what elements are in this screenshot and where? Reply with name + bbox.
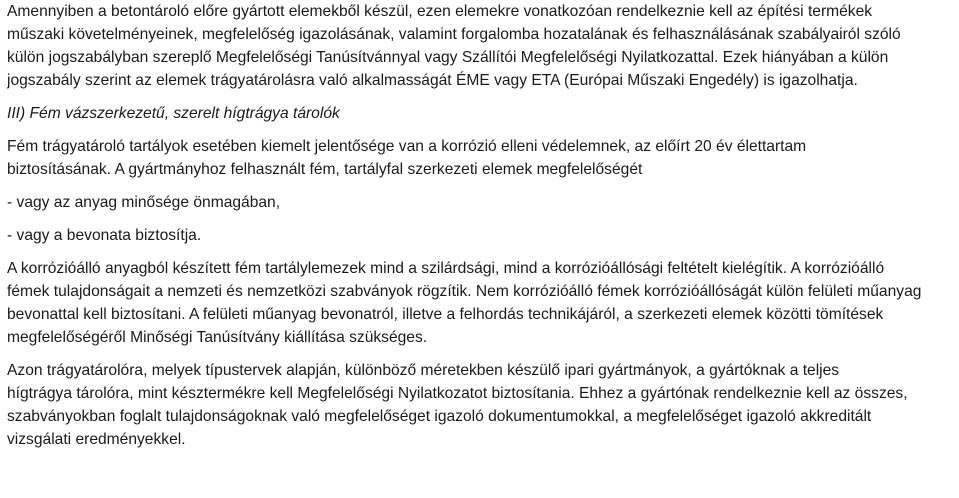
- text-line: külön jogszabályban szereplő Megfelelőségi Tanúsítvánnyal vagy Szállítói Megfelelőségi Nyilatkozattal. Ezek hiányában a külön: [7, 49, 889, 66]
- text-line: fémek tulajdonságait a nemzeti és nemzetközi szabványok rögzítik. Nem korrózióálló fémek korrózióállóságát külön felületi műanyag: [7, 283, 922, 300]
- text-line: Azon trágyatárolóra, melyek típustervek alapján, különböző méretekben készülő ipari gyártmányok, a gyártóknak a teljes: [7, 362, 840, 379]
- document-body: [7, 0, 955, 451]
- text-line: bevonattal kell biztosítani. A felületi műanyag bevonatról, illetve a felhordás technikájáról, a szerkezeti elemek közötti tömítések: [7, 306, 884, 323]
- paragraph: [7, 359, 955, 451]
- text-line: hígtrágya tárolóra, mint késztermékre kell Megfelelőségi Nyilatkozatot biztosítania. Ehhez a gyártónak rendelkeznie kell az összes,: [7, 385, 908, 402]
- text-line: - vagy az anyag minősége önmagában,: [7, 194, 281, 211]
- text-line: szabványokban foglalt tulajdonságoknak való megfelelőséget igazoló dokumentumokkal, a megfelelőséget igazoló akkreditált: [7, 408, 872, 425]
- text-line: Fém trágyatároló tartályok esetében kiemelt jelentősége van a korrózió elleni védelemnek, az előírt 20 év élettartam: [7, 138, 807, 155]
- text-line: vizsgálati eredményekkel.: [7, 431, 186, 448]
- text-line: - vagy a bevonata biztosítja.: [7, 227, 202, 244]
- text-line: A korrózióálló anyagból készített fém tartálylemezek mind a szilárdsági, mind a korrózióállósági feltételt kielégítik. A korrózióálló: [7, 260, 885, 277]
- text-line: biztosításának. A gyártmányhoz felhasznált fém, tartályfal szerkezeti elemek megfelelőségét: [7, 161, 643, 178]
- text-line: műszaki követelményeinek, megfelelőség igazolásának, valamint forgalomba hozatalának és felhasználásának szabályairól szóló: [7, 26, 901, 43]
- text-line: Amennyiben a betontároló előre gyártott elemekből készül, ezen elemekre vonatkozóan rendelkeznie kell az építési termékek: [7, 3, 873, 20]
- paragraph: [7, 135, 955, 181]
- text-line: megfelelőségéről Minőségi Tanúsítvány kiállítása szükséges.: [7, 329, 428, 346]
- paragraph: [7, 257, 955, 349]
- paragraph: [7, 224, 955, 247]
- paragraph: [7, 0, 955, 92]
- paragraph: [7, 191, 955, 214]
- text-line: III) Fém vázszerkezetű, szerelt hígtrágya tárolók: [7, 105, 340, 122]
- section-heading: [7, 102, 955, 125]
- text-line: jogszabály szerint az elemek trágyatárolásra való alkalmasságát ÉME vagy ETA (Európai Műszaki Engedély) is igazolhatja.: [7, 72, 858, 89]
